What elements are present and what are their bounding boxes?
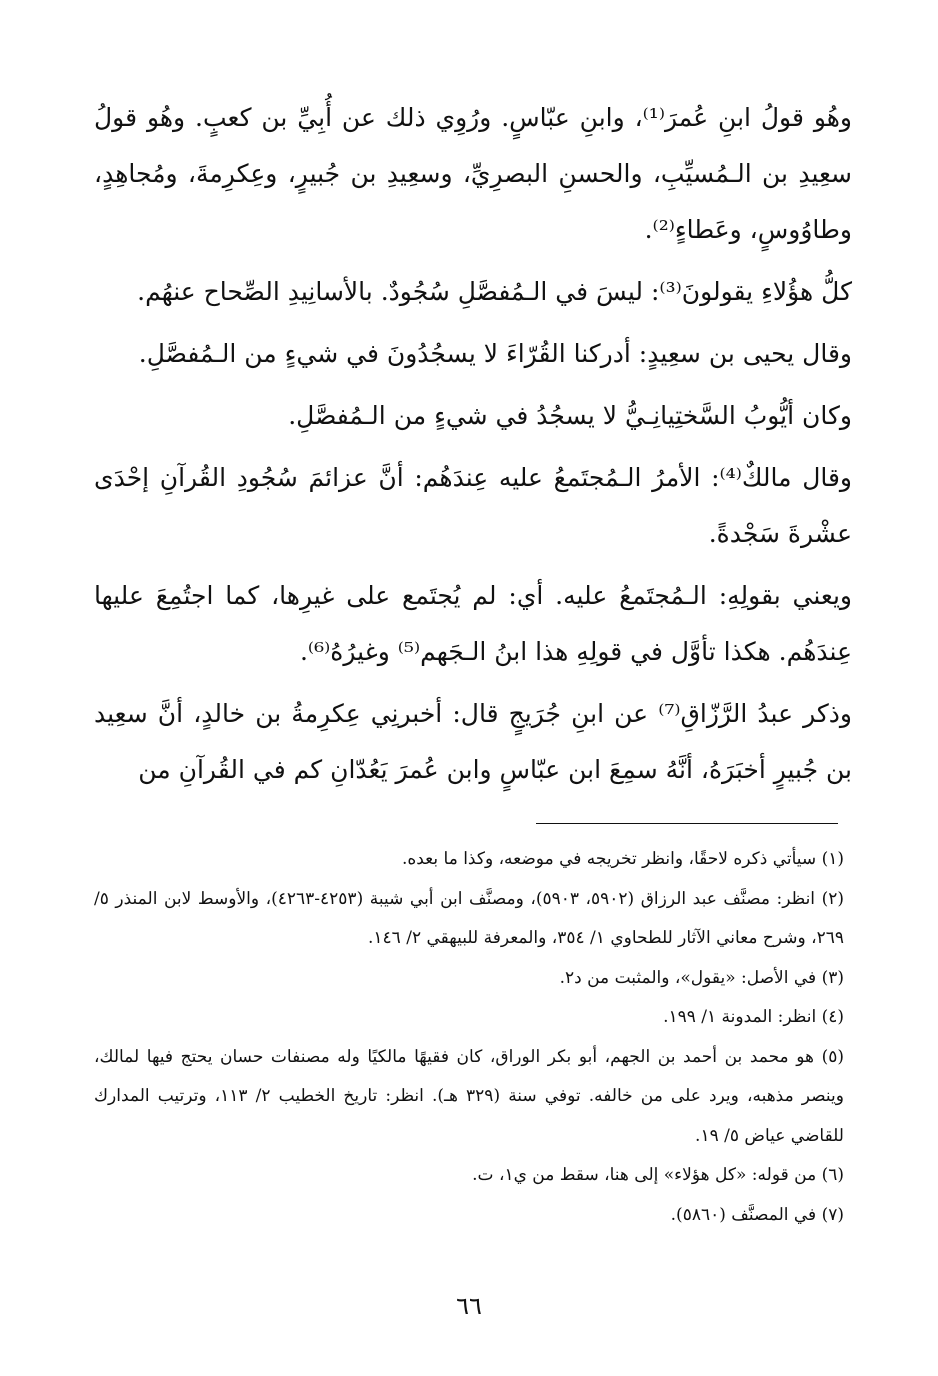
page-number: ٦٦ <box>456 1292 482 1320</box>
paragraph-1: وهُو قولُ ابنِ عُمرَ⁽¹⁾، وابنِ عبّاسٍ. ورُوِي ذلك عن أُبِيِّ بن كعبٍ. وهُو قولُ سعِيدِ بن الـمُسيِّبِ، والحسنِ البصرِيِّ، وسعِيدِ بن جُبيرٍ، وعِكرِمةَ، ومُجاهِدٍ، وطاوُوسٍ، وعَطاءٍ⁽²⁾. <box>94 103 852 244</box>
footnote-5: (٥) هو محمد بن أحمد بن الجهم، أبو بكر الوراق، كان فقيهًا مالكيًا وله مصنفات حسان يحتج فيها لمالك، وينصر مذهبه، ويرد على من خالفه. توفي سنة (٣٢٩ هـ). انظر: تاريخ الخطيب ٢/ ١١٣، وترتيب المدارك للقاضي عياض ٥/ ١٩. <box>94 1046 844 1146</box>
main-text <box>94 90 852 798</box>
paragraph-6: ويعني بقولِهِ: الـمُجتَمعُ عليه. أي: لم يُجتَمع على غيرِها، كما اجتُمِعَ عليها عِندَهُم. هكذا تأوَّل في قولِهِ هذا ابنُ الـجَهم⁽⁵⁾ وغيرُهُ⁽⁶⁾. <box>94 581 852 666</box>
paragraph-7: وذكر عبدُ الرَّزّاقِ⁽⁷⁾ عن ابنِ جُرَيجٍ قال: أخبرنِي عِكرِمةُ بن خالدٍ، أنَّ سعِيد بن جُبيرٍ أخبَرَهُ، أنَّهُ سمِعَ ابن عبّاسٍ وابن عُمرَ يَعُدّانِ كم في القُرآنِ من <box>94 699 852 784</box>
footnote-3: (٣) في الأصل: «يقول»، والمثبت من د٢. <box>559 967 844 988</box>
footnotes <box>94 840 844 1235</box>
paragraph-2: كلُّ هؤُلاءِ يقولونَ⁽³⁾: ليسَ في الـمُفصَّلِ سُجُودٌ. بالأسانِيدِ الصِّحاح عنهُم. <box>137 277 852 306</box>
paragraph-5: وقال مالكٌ⁽⁴⁾: الأمرُ الـمُجتَمعُ عليه عِندَهُم: أنَّ عزائمَ سُجُودِ القُرآنِ إحْدَى عشْرةَ سَجْدةً. <box>94 463 852 548</box>
footnote-7: (٧) في المصنَّف (٥٨٦٠). <box>670 1204 844 1225</box>
footnote-separator <box>536 823 838 824</box>
footnote-1: (١) سيأتي ذكره لاحقًا، وانظر تخريجه في موضعه، وكذا ما بعده. <box>401 849 844 869</box>
paragraph-3: وقال يحيى بن سعِيدٍ: أدركنا القُرّاءَ لا يسجُدُونَ في شيءٍ من الـمُفصَّلِ. <box>138 339 852 368</box>
footnote-2: (٢) انظر: مصنَّف عبد الرزاق (٥٩٠٢، ٥٩٠٣)، ومصنَّف ابن أبي شيبة (٤٢٥٣-٤٢٦٣)، والأوسط لابن المنذر ٥/ ٢٦٩، وشرح معاني الآثار للطحاوي ١/ ٣٥٤، والمعرفة للبيهقي ٢/ ١٤٦. <box>94 888 844 948</box>
footnote-4: (٤) انظر: المدونة ١/ ١٩٩. <box>663 1007 844 1027</box>
footnote-6: (٦) من قوله: «كل هؤلاء» إلى هنا، سقط من ي١، ت. <box>472 1165 844 1185</box>
paragraph-4: وكان أيُّوبُ السَّختِيانِـيُّ لا يسجُدُ في شيءٍ من الـمُفصَّلِ. <box>288 401 852 430</box>
